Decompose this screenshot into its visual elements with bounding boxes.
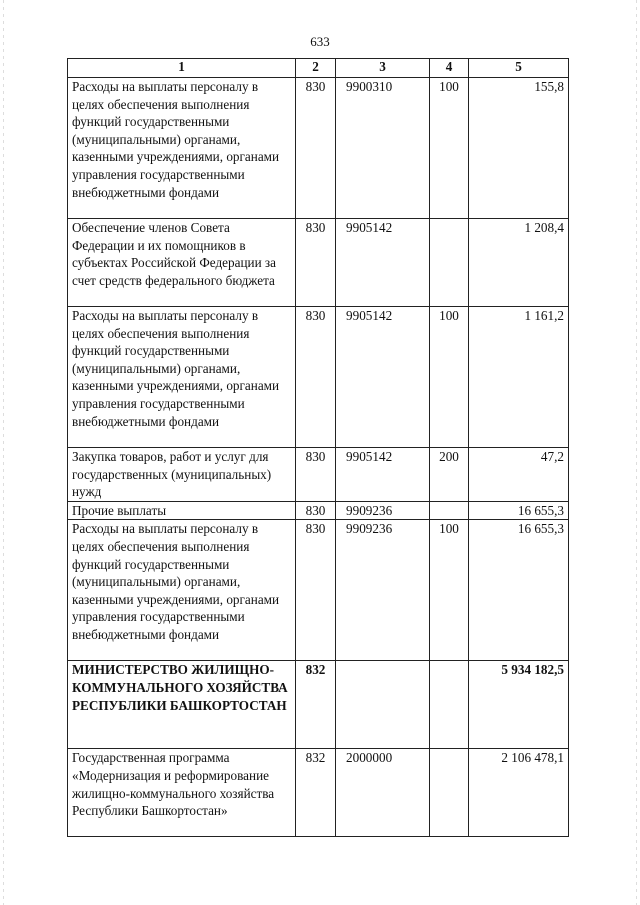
amount: 1 161,2 (469, 307, 569, 448)
ministry-code: 830 (296, 448, 336, 502)
ministry-code: 832 (296, 749, 336, 837)
page-number: 633 (310, 34, 330, 49)
ministry-code: 830 (296, 520, 336, 661)
target-article-code: 9909236 (336, 501, 430, 520)
scan-edge-left (3, 0, 4, 905)
table-row (68, 520, 569, 661)
expense-type-code: 100 (430, 520, 469, 661)
expense-name: Государственная программа «Модернизация и реформирование жилищно-коммунального хозяйства Республики Башкортостан» (68, 749, 296, 837)
header-col-4: 4 (430, 59, 469, 78)
expense-type-code (430, 661, 469, 749)
table-row (68, 219, 569, 307)
table-row (68, 78, 569, 219)
header-col-2: 2 (296, 59, 336, 78)
expense-name: Обеспечение членов Совета Федерации и их помощников в субъектах Российской Федерации за счет средств федерального бюджета (68, 219, 296, 307)
table-row (68, 501, 569, 520)
target-article-code (336, 661, 430, 749)
expense-type-code: 100 (430, 307, 469, 448)
table-row (68, 448, 569, 502)
expense-type-code: 200 (430, 448, 469, 502)
header-col-5: 5 (469, 59, 569, 78)
amount: 16 655,3 (469, 520, 569, 661)
expense-name: Расходы на выплаты персоналу в целях обеспечения выполнения функций государственными (муниципальными) органами, казенными учреждениями, органами управления государственными внебюджетными фондами (68, 520, 296, 661)
ministry-code: 830 (296, 501, 336, 520)
ministry-code: 830 (296, 78, 336, 219)
ministry-code: 830 (296, 219, 336, 307)
target-article-code: 9905142 (336, 307, 430, 448)
expense-name: Расходы на выплаты персоналу в целях обеспечения выполнения функций государственными (муниципальными) органами, казенными учреждениями, органами управления государственными внебюджетными фондами (68, 307, 296, 448)
table-row (68, 749, 569, 837)
target-article-code: 2000000 (336, 749, 430, 837)
expense-name: МИНИСТЕРСТВО ЖИЛИЩНО-КОММУНАЛЬНОГО ХОЗЯЙСТВА РЕСПУБЛИКИ БАШКОРТОСТАН (68, 661, 296, 749)
budget-table (67, 58, 569, 837)
expense-name: Прочие выплаты (68, 501, 296, 520)
amount: 1 208,4 (469, 219, 569, 307)
header-row (68, 59, 569, 78)
target-article-code: 9905142 (336, 219, 430, 307)
amount: 16 655,3 (469, 501, 569, 520)
expense-name: Закупка товаров, работ и услуг для государственных (муниципальных) нужд (68, 448, 296, 502)
amount: 47,2 (469, 448, 569, 502)
target-article-code: 9905142 (336, 448, 430, 502)
amount: 5 934 182,5 (469, 661, 569, 749)
expense-type-code: 100 (430, 78, 469, 219)
amount: 2 106 478,1 (469, 749, 569, 837)
ministry-code: 830 (296, 307, 336, 448)
target-article-code: 9909236 (336, 520, 430, 661)
scan-edge-right (636, 0, 637, 905)
amount: 155,8 (469, 78, 569, 219)
expense-type-code (430, 219, 469, 307)
target-article-code: 9900310 (336, 78, 430, 219)
header-col-3: 3 (336, 59, 430, 78)
table-row (68, 307, 569, 448)
ministry-code: 832 (296, 661, 336, 749)
expense-type-code (430, 749, 469, 837)
expense-name: Расходы на выплаты персоналу в целях обеспечения выполнения функций государственными (муниципальными) органами, казенными учреждениями, органами управления государственными внебюджетными фондами (68, 78, 296, 219)
table-row (68, 661, 569, 749)
expense-type-code (430, 501, 469, 520)
header-col-1: 1 (68, 59, 296, 78)
